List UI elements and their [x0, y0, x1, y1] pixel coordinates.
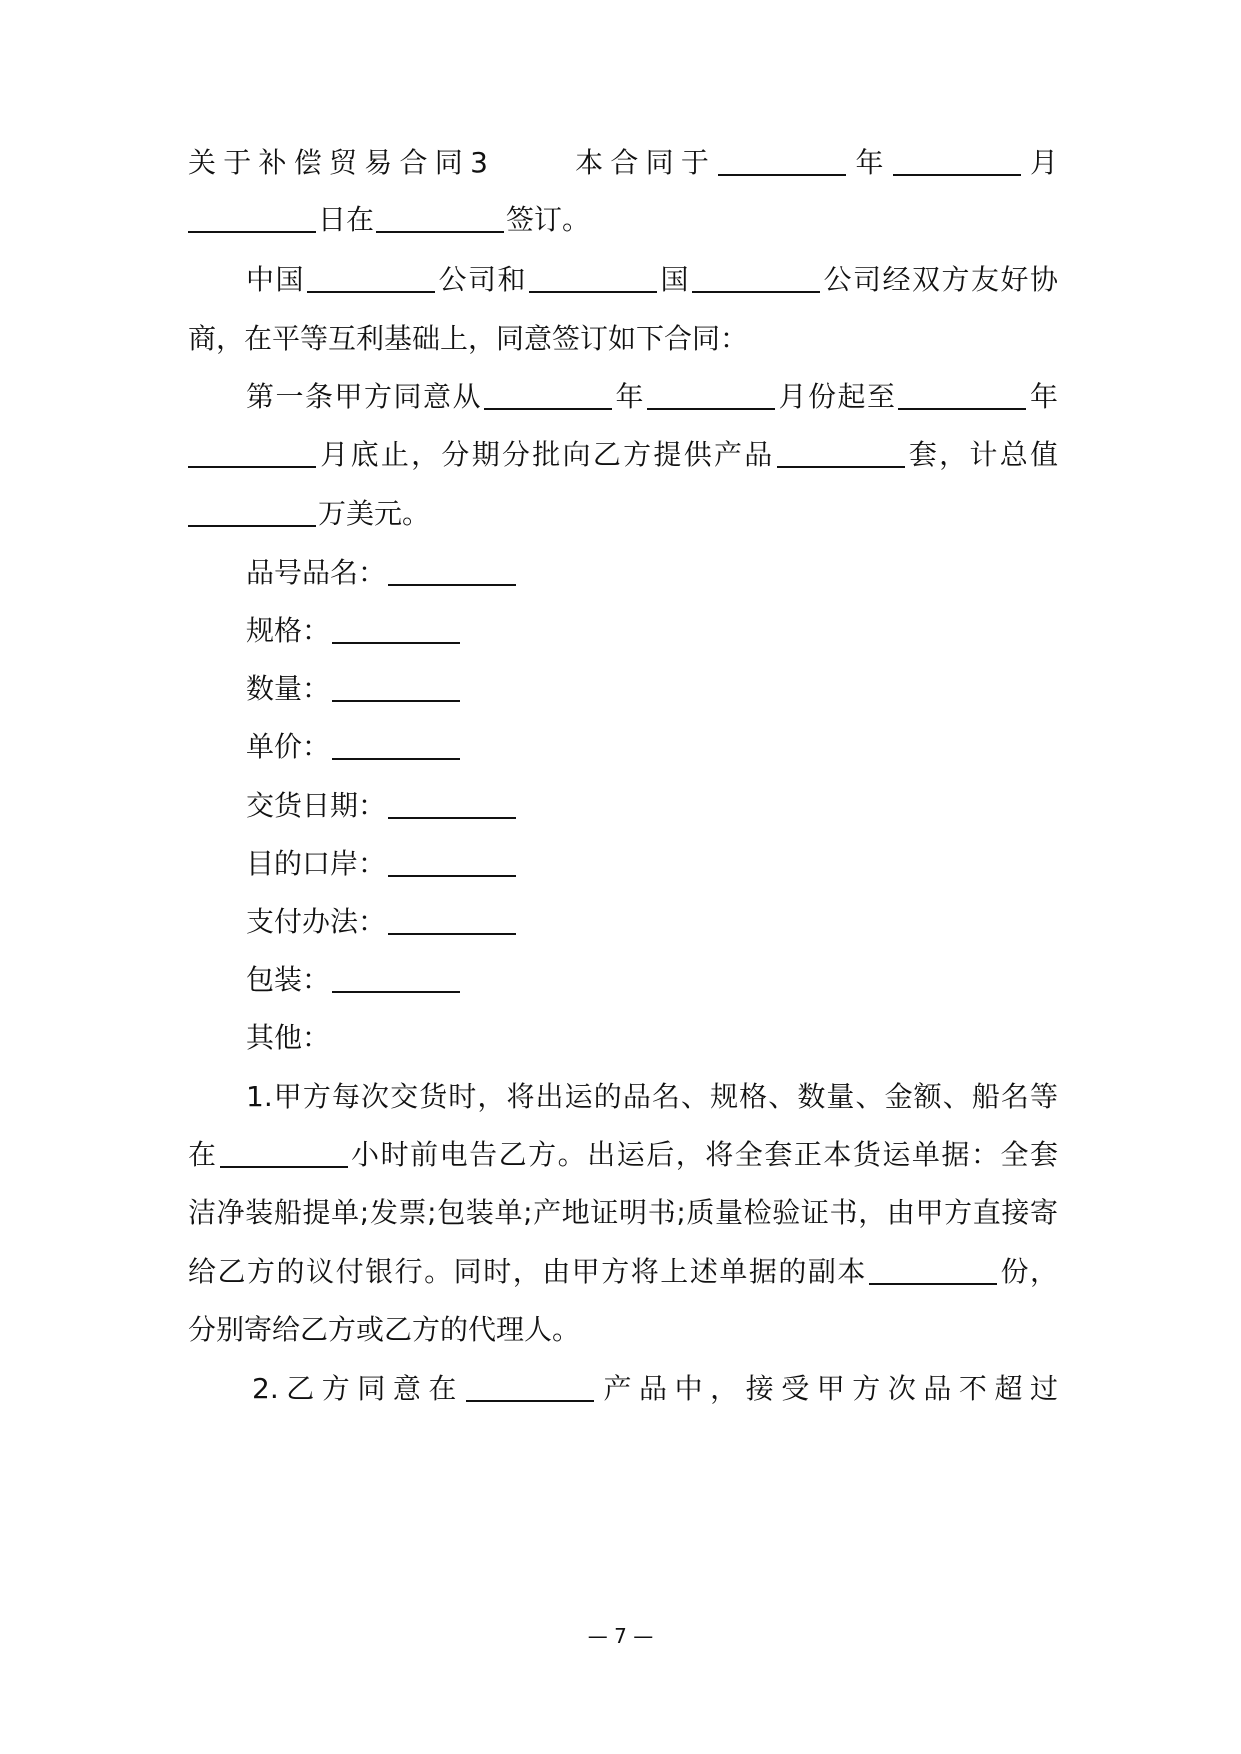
blank-field [869, 1253, 997, 1285]
blank-field [307, 261, 435, 293]
blank-field [777, 436, 905, 468]
field-label: 目的口岸： [246, 847, 387, 880]
blank-field [188, 495, 316, 527]
text-line: 洁净装船提单;发票;包装单;产地证明书;质量检验证书，由甲方直接寄 [188, 1196, 1058, 1229]
blank-field [898, 378, 1026, 410]
text-line: 月底止，分期分批向乙方提供产品 套，计总值 [188, 433, 1058, 477]
field-line [246, 725, 1058, 769]
blank-field [388, 903, 516, 935]
page-number: — 7 — [587, 1624, 654, 1648]
field-line [246, 667, 1058, 711]
blank-field [376, 201, 504, 233]
contract-heading-line: 关于补偿贸易合同3 本合同于 年 月 [188, 146, 1058, 179]
blank-field [484, 378, 612, 410]
blank-field [647, 378, 775, 410]
blank-field [188, 201, 316, 233]
clause-one-line: 1.甲方每次交货时，将出运的品名、规格、数量、金额、船名等 [246, 1080, 1058, 1113]
document-title: 关于补偿贸易合同3 [188, 146, 488, 179]
blank-field [332, 728, 460, 760]
blank-field [718, 144, 846, 176]
blank-field [529, 261, 657, 293]
field-line [246, 609, 1058, 653]
text-line: 中国 公司和 国 公司经双方友好协 [246, 263, 1058, 296]
field-line [246, 784, 1058, 828]
blank-field [893, 144, 1021, 176]
blank-field [188, 436, 316, 468]
other-label: 其他： [246, 1021, 331, 1054]
field-line [246, 900, 1058, 944]
field-label: 交货日期： [246, 789, 387, 822]
field-label: 支付办法： [246, 905, 387, 938]
field-label: 数量： [246, 672, 331, 705]
blank-field [220, 1136, 348, 1168]
text-line: 商，在平等互利基础上，同意签订如下合同： [188, 322, 749, 355]
blank-field [692, 261, 820, 293]
field-line [246, 842, 1058, 886]
field-line [246, 958, 1058, 1002]
blank-field [466, 1370, 594, 1402]
field-label: 品号品名： [246, 556, 387, 589]
clause-two-line: 2.乙方同意在 产品中，接受甲方次品不超过 [252, 1372, 1058, 1405]
blank-field [388, 787, 516, 819]
text-line: 分别寄给乙方或乙方的代理人。 [188, 1313, 581, 1346]
field-label: 单价： [246, 730, 331, 763]
text-line: 在 小时前电告乙方。出运后，将全套正本货运单据：全套 [188, 1138, 1058, 1171]
article-one-line: 第一条甲方同意从 年 月份起至 年 [246, 380, 1058, 413]
blank-field [332, 961, 460, 993]
blank-field [332, 612, 460, 644]
blank-field [388, 554, 516, 586]
field-label: 包装： [246, 963, 331, 996]
blank-field [388, 845, 516, 877]
field-line [246, 551, 1058, 595]
text-line: 给乙方的议付银行。同时，由甲方将上述单据的副本 份， [188, 1255, 1058, 1288]
blank-field [332, 670, 460, 702]
text-line: 日在 签订。 [188, 198, 1058, 242]
field-label: 规格： [246, 614, 331, 647]
text-line: 万美元。 [188, 492, 1058, 536]
